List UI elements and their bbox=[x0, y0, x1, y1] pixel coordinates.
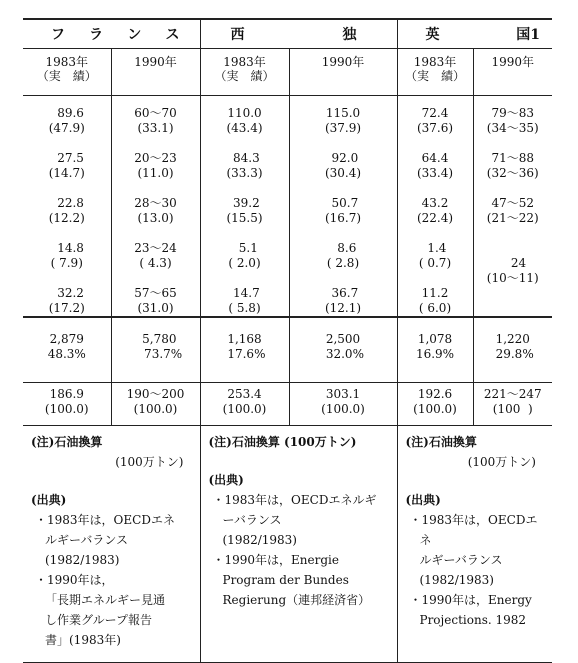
header-france-char: ス bbox=[165, 27, 180, 43]
cell-uk-1990-total bbox=[473, 383, 552, 426]
header-france bbox=[23, 19, 200, 49]
cell-uk-1990 bbox=[473, 96, 552, 318]
source-item: (1982/1983) bbox=[222, 533, 297, 547]
source-label: (出典) bbox=[405, 493, 441, 507]
cell-wg-1983-share bbox=[200, 317, 289, 383]
source-label: (出典) bbox=[31, 493, 67, 507]
header-uk-char: 英 bbox=[425, 27, 440, 43]
cell-uk-1983-total bbox=[397, 383, 473, 426]
note-label: (注)石油換算 bbox=[31, 435, 103, 449]
cell-values: 2,879 48.3% bbox=[47, 332, 86, 361]
cell-values: 5,780 73.7% bbox=[142, 332, 183, 361]
note-label: (注)石油換算 bbox=[405, 435, 477, 449]
cell-france-1983 bbox=[23, 96, 111, 318]
cell-values: 303.1 (100.0) bbox=[321, 387, 365, 416]
energy-table-container bbox=[23, 18, 552, 663]
cell-values: 115.0 (37.9) 92.0 (30.4) 50.7 (16.7) 8.6 ( 2.8) 36.7 (12.1) bbox=[324, 106, 362, 315]
unit-label: (100万トン) bbox=[115, 455, 184, 469]
energy-table bbox=[23, 18, 552, 663]
subheader-label: 1983年 （実 績） bbox=[36, 55, 97, 83]
cell-values: 190～200 (100.0) bbox=[126, 387, 185, 416]
subheader-france-1983 bbox=[23, 49, 111, 96]
source-item: ルギーバランス bbox=[45, 533, 129, 547]
cell-wg-1983 bbox=[200, 96, 289, 318]
total-row bbox=[23, 383, 552, 426]
subheader-label: 1983年 （実 績） bbox=[214, 55, 275, 83]
header-uk-char: 国1 bbox=[516, 27, 540, 43]
source-item: ・1990年は， bbox=[35, 573, 114, 587]
year-header-row bbox=[23, 49, 552, 96]
source-item: 「長期エネルギー見通 bbox=[45, 593, 166, 607]
source-item: ・1990年は，Energy bbox=[409, 593, 532, 607]
subheader-label: 1990年 bbox=[321, 55, 365, 69]
source-item: 書」(1983年) bbox=[45, 633, 121, 647]
share-row bbox=[23, 317, 552, 383]
cell-france-1990-total bbox=[111, 383, 200, 426]
cell-wg-1990-share bbox=[289, 317, 397, 383]
subheader-uk-1990 bbox=[473, 49, 552, 96]
source-item: し作業グループ報告 bbox=[45, 613, 153, 627]
cell-uk-1990-share bbox=[473, 317, 552, 383]
cell-values: 186.9 (100.0) bbox=[44, 387, 89, 416]
subheader-wg-1990 bbox=[289, 49, 397, 96]
subheader-wg-1983 bbox=[200, 49, 289, 96]
header-france-char: ラ bbox=[89, 27, 104, 43]
source-item: (1982/1983) bbox=[419, 573, 494, 587]
header-wg-char: 西 bbox=[230, 27, 245, 43]
header-wg-char: 独 bbox=[342, 27, 357, 43]
cell-france-1983-total bbox=[23, 383, 111, 426]
header-france-char: フ bbox=[51, 27, 65, 43]
source-item: ・1990年は，Energie bbox=[212, 553, 339, 567]
cell-values: 1,220 29.8% bbox=[495, 332, 534, 361]
cell-values: 221～247 (100 ) bbox=[483, 387, 542, 416]
source-item: (1982/1983) bbox=[45, 553, 120, 567]
source-item: ・1983年は，OECDエネルギ bbox=[212, 493, 377, 507]
source-item: ーバランス bbox=[222, 513, 282, 527]
energy-breakdown-row bbox=[23, 96, 552, 318]
header-france-char: ン bbox=[127, 27, 142, 43]
cell-wg-1990-total bbox=[289, 383, 397, 426]
country-header-row bbox=[23, 19, 552, 49]
note-label: (注)石油換算 (100万トン) bbox=[208, 435, 357, 449]
cell-values: 253.4 (100.0) bbox=[222, 387, 267, 416]
cell-uk-1983 bbox=[397, 96, 473, 318]
source-item: Projections. 1982 bbox=[419, 613, 527, 627]
cell-values: 2,500 32.0% bbox=[325, 332, 364, 361]
cell-values: 192.6 (100.0) bbox=[413, 387, 457, 416]
source-label: (出典) bbox=[208, 473, 244, 487]
subheader-label: 1983年 （実 績） bbox=[404, 55, 465, 83]
cell-uk-1983-share bbox=[397, 317, 473, 383]
notes-france bbox=[23, 426, 200, 663]
cell-france-1990-share bbox=[111, 317, 200, 383]
cell-values: 60～70 (33.1) 20～23 (11.0) 28～30 (13.0) 23～24 ( 4.3) 57～65 (31.0) bbox=[134, 106, 177, 315]
cell-france-1983-share bbox=[23, 317, 111, 383]
subheader-label: 1990年 bbox=[134, 55, 177, 69]
source-item: ルギーバランス bbox=[419, 553, 503, 567]
source-item: ・1983年は，OECDエネ bbox=[409, 513, 538, 547]
subheader-france-1990 bbox=[111, 49, 200, 96]
cell-values: 1,168 17.6% bbox=[227, 332, 266, 361]
cell-values: 1,078 16.9% bbox=[415, 332, 455, 361]
cell-values: 72.4 (37.6) 64.4 (33.4) 43.2 (22.4) 1.4 ( 0.7) 11.2 ( 6.0) bbox=[416, 106, 454, 315]
subheader-label: 1990年 bbox=[491, 55, 535, 69]
unit-label: (100万トン) bbox=[467, 455, 536, 469]
cell-wg-1983-total bbox=[200, 383, 289, 426]
notes-row bbox=[23, 426, 552, 663]
cell-values: 89.6 (47.9) 27.5 (14.7) 22.8 (12.2) 14.8 ( 7.9) 32.2 (17.2) bbox=[48, 106, 85, 315]
cell-values: 110.0 (43.4) 84.3 (33.3) 39.2 (15.5) 5.1 ( 2.0) 14.7 ( 5.8) bbox=[226, 106, 263, 315]
source-item: Program der Bundes bbox=[222, 573, 349, 587]
header-uk bbox=[397, 19, 552, 49]
cell-values: 79～83 (34～35) 71～88 (32～36) 47～52 (21～22) 24 (10～11) bbox=[486, 106, 539, 285]
header-west-germany bbox=[200, 19, 397, 49]
notes-west-germany bbox=[200, 426, 397, 663]
cell-france-1990 bbox=[111, 96, 200, 318]
source-item: Regierung（連邦経済省） bbox=[222, 593, 371, 607]
subheader-uk-1983 bbox=[397, 49, 473, 96]
source-item: ・1983年は，OECDエネ bbox=[35, 513, 175, 527]
notes-uk bbox=[397, 426, 552, 663]
cell-wg-1990 bbox=[289, 96, 397, 318]
